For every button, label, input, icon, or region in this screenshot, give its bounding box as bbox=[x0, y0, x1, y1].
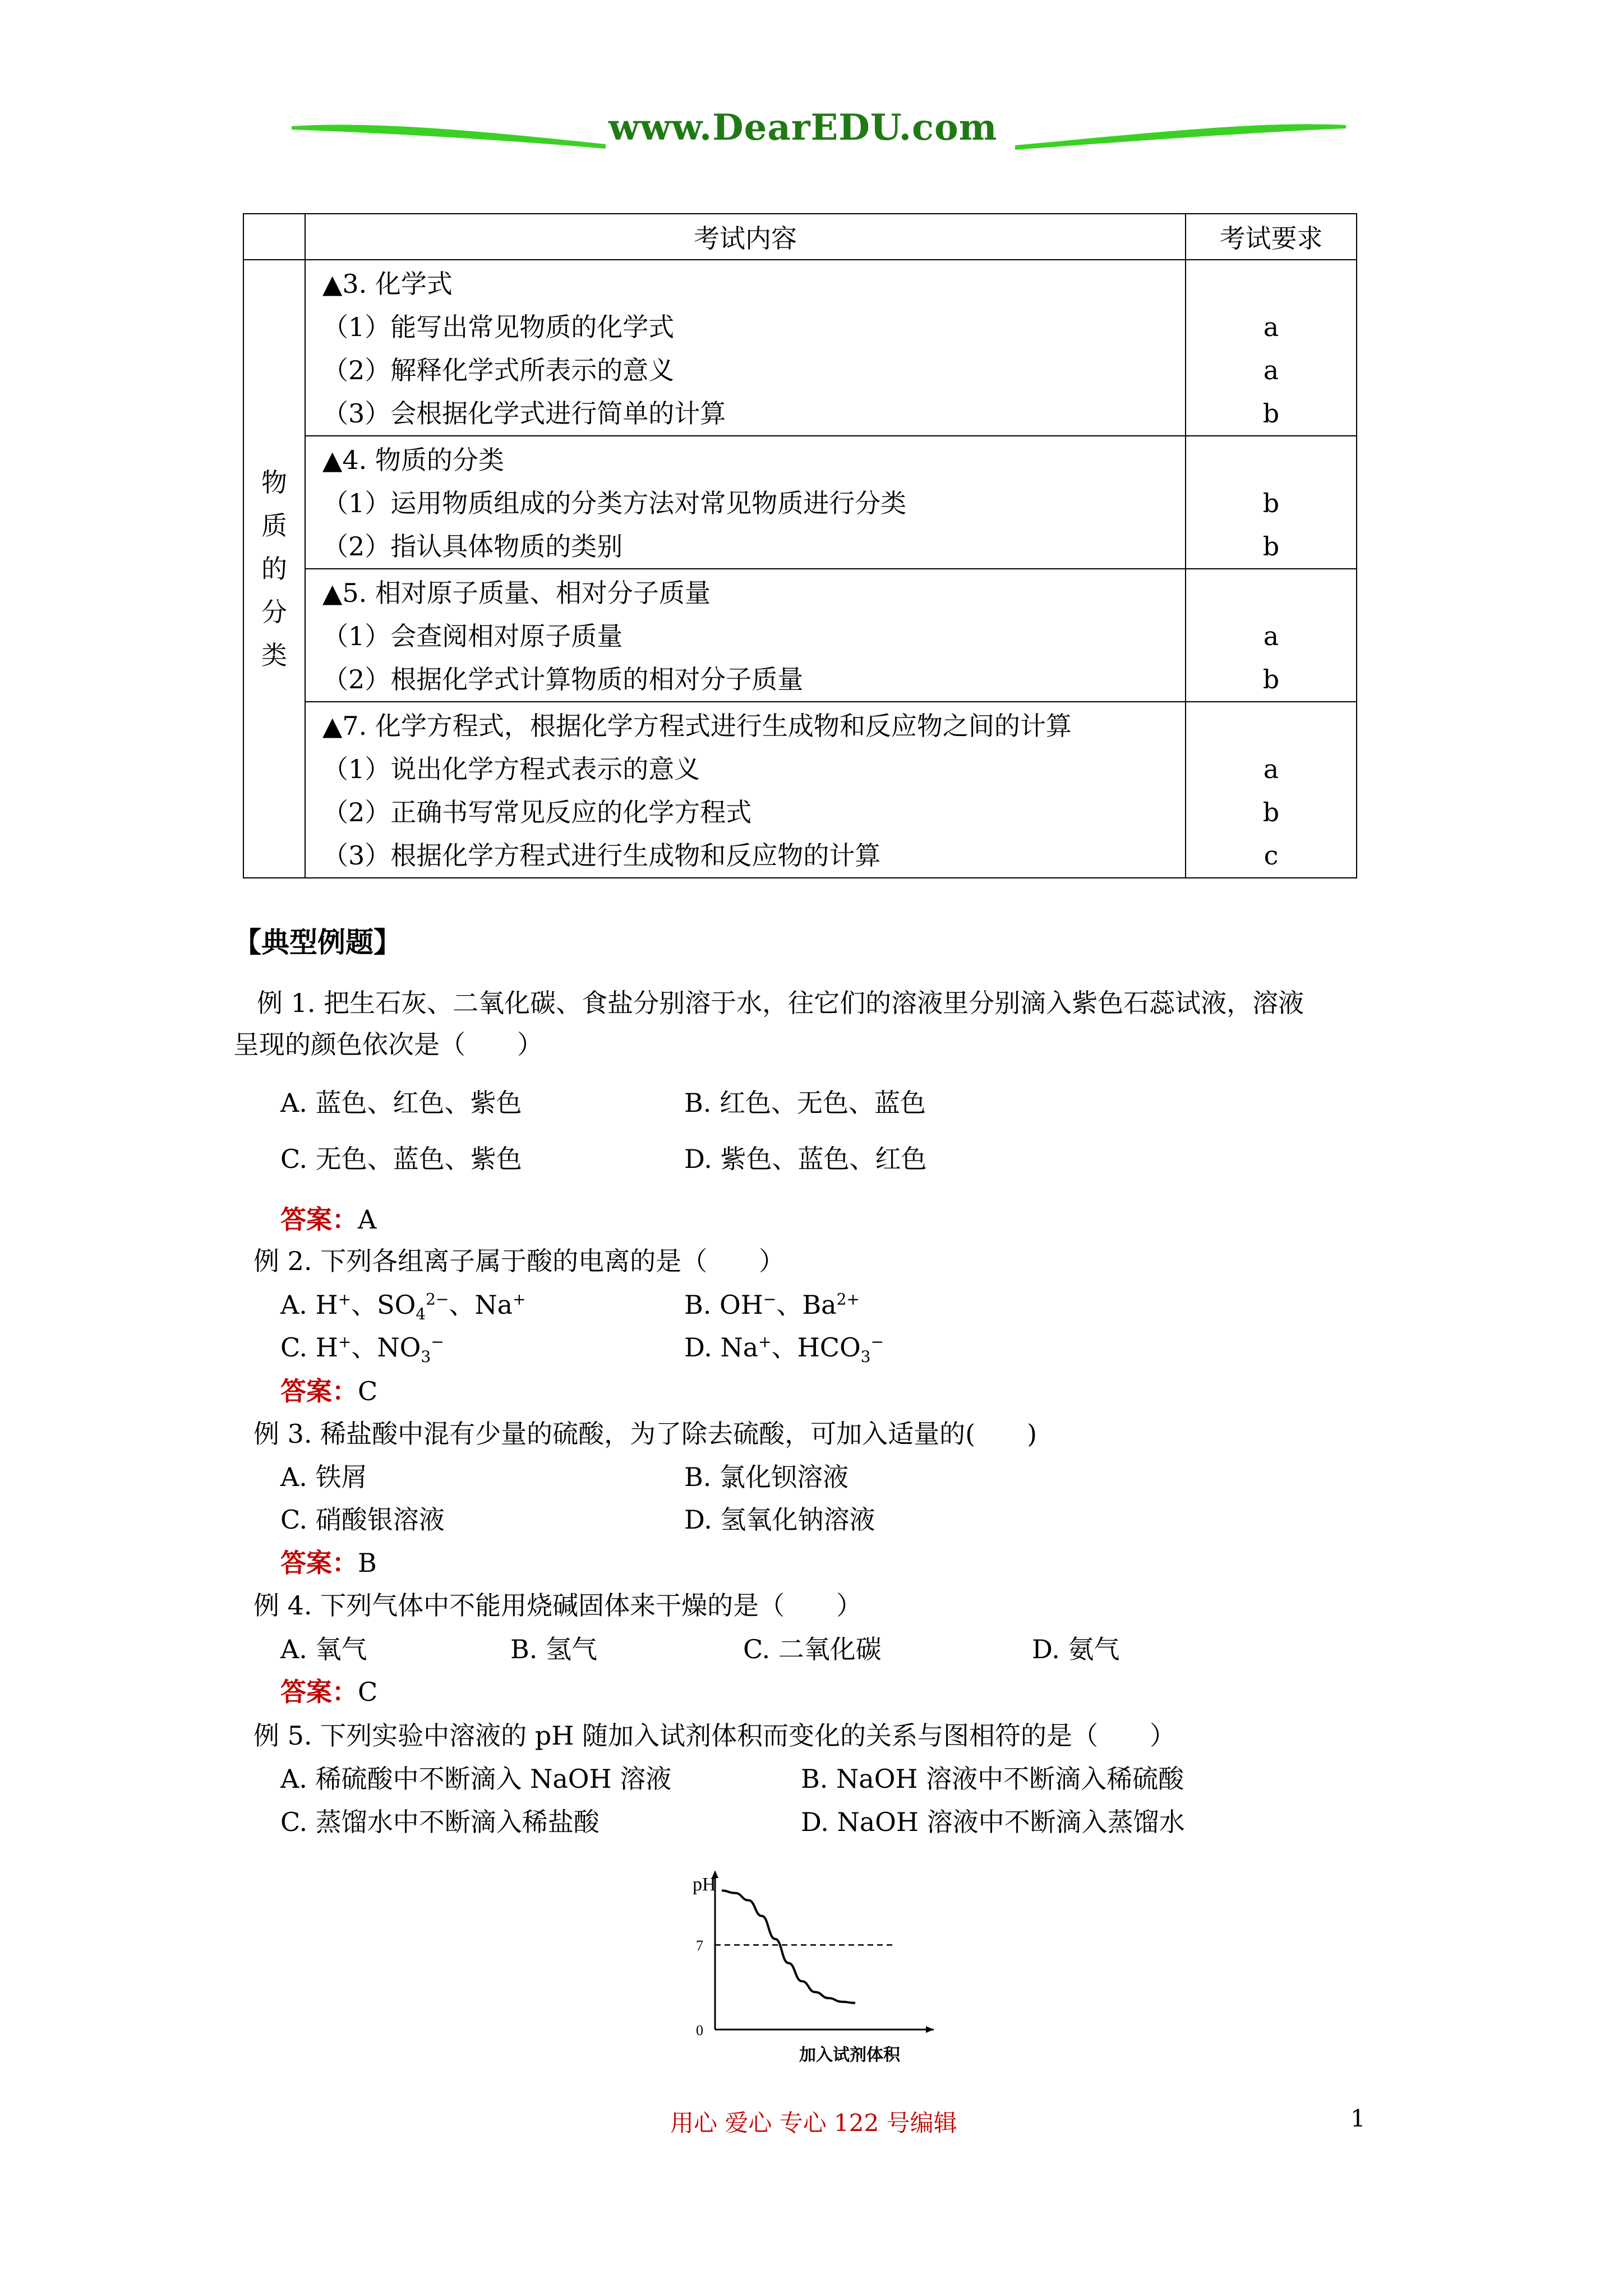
q5-option-b: B. NaOH 溶液中不断滴入稀硫酸 bbox=[801, 1764, 1184, 1794]
tick-label-0: 0 bbox=[696, 2022, 703, 2039]
q3-stem: 例 3. 稀盐酸中混有少量的硫酸，为了除去硫酸，可加入适量的( ) bbox=[253, 1419, 1038, 1449]
content-cell: ▲4. 物质的分类 （1）运用物质组成的分类方法对常见物质进行分类 （2）指认具体物质的类别 bbox=[305, 436, 1186, 569]
syllabus-table bbox=[243, 213, 1357, 878]
q1-stem-line2: 呈现的颜色依次是（ ） bbox=[233, 1029, 543, 1060]
col-req-header: 考试要求 bbox=[1186, 214, 1357, 260]
page-number: 1 bbox=[1350, 2105, 1366, 2132]
q3-option-a: A. 铁屑 bbox=[280, 1462, 367, 1492]
table-header-row bbox=[243, 214, 1357, 260]
q2-option-c: C. H+、$NO_3^-$ bbox=[280, 1332, 444, 1366]
q1-answer: 答案：A bbox=[280, 1204, 377, 1235]
q3-option-d: D. 氢氧化钠溶液 bbox=[684, 1504, 875, 1535]
q4-stem: 例 4. 下列气体中不能用烧碱固体来干燥的是（ ） bbox=[253, 1590, 863, 1621]
q2-stem: 例 2. 下列各组离子属于酸的电离的是（ ） bbox=[253, 1246, 785, 1276]
level-cell: a a b bbox=[1186, 260, 1357, 436]
banner-left-swoosh bbox=[292, 125, 606, 149]
level-cell: b b bbox=[1186, 436, 1357, 569]
q5-stem: 例 5. 下列实验中溶液的 pH 随加入试剂体积而变化的关系与图相符的是（ ） bbox=[253, 1720, 1175, 1751]
q2-answer: 答案：C bbox=[280, 1376, 378, 1406]
content-cell: ▲5. 相对原子质量、相对分子质量 （1）会查阅相对原子质量 （2）根据化学式计算物质的相对分子质量 bbox=[305, 569, 1186, 702]
site-title: www.DearEDU.com bbox=[608, 107, 998, 149]
q3-option-c: C. 硝酸银溶液 bbox=[280, 1504, 445, 1535]
q3-answer: 答案：B bbox=[280, 1548, 377, 1578]
q1-option-a: A. 蓝色、红色、紫色 bbox=[280, 1088, 522, 1118]
q2-option-b: B. OH−、$Ba^{2+}$ bbox=[684, 1290, 860, 1320]
q5-option-a: A. 稀硫酸中不断滴入 NaOH 溶液 bbox=[280, 1764, 672, 1794]
col-content-header: 考试内容 bbox=[305, 214, 1186, 260]
q3-option-b: B. 氯化钡溶液 bbox=[684, 1462, 849, 1492]
q2-option-d: D. Na+、$HCO_3^-$ bbox=[684, 1332, 884, 1366]
content-cell: ▲3. 化学式 （1）能写出常见物质的化学式 （2）解释化学式所表示的意义 （3）会根据化学式进行简单的计算 bbox=[305, 260, 1186, 436]
table-row bbox=[243, 569, 1357, 702]
q1-stem-line1: 例 1. 把生石灰、二氧化碳、食盐分别溶于水，往它们的溶液里分别滴入紫色石蕊试液，溶液 bbox=[257, 988, 1304, 1018]
y-axis-label: pH bbox=[693, 1874, 716, 1895]
section-heading: 【典型例题】 bbox=[233, 926, 402, 959]
ph-chart bbox=[670, 1861, 951, 2080]
ph-curve bbox=[722, 1890, 855, 2003]
x-axis-arrow bbox=[926, 2026, 934, 2033]
q4-option-a: A. 氧气 bbox=[280, 1634, 367, 1664]
q5-option-c: C. 蒸馏水中不断滴入稀盐酸 bbox=[280, 1807, 600, 1837]
banner-right-swoosh bbox=[1015, 124, 1346, 150]
table-row bbox=[243, 702, 1357, 878]
q1-option-d: D. 紫色、蓝色、红色 bbox=[684, 1144, 927, 1174]
table-row bbox=[243, 260, 1357, 436]
table-row bbox=[243, 436, 1357, 569]
x-axis-label: 加入试剂体积 bbox=[799, 2045, 900, 2065]
q4-option-c: C. 二氧化碳 bbox=[743, 1634, 882, 1664]
q2-option-a: A. H+、$SO_4^{2-}$、Na+ bbox=[280, 1290, 526, 1324]
footer-text: 用心 爱心 专心 122 号编辑 bbox=[670, 2109, 957, 2137]
q1-option-c: C. 无色、蓝色、紫色 bbox=[280, 1144, 522, 1174]
level-cell: a b c bbox=[1186, 702, 1357, 878]
q4-option-d: D. 氨气 bbox=[1032, 1634, 1120, 1664]
content-cell: ▲7. 化学方程式，根据化学方程式进行生成物和反应物之间的计算 （1）说出化学方程式表示的意义 （2）正确书写常见反应的化学方程式 （3）根据化学方程式进行生成物和反应物的计算 bbox=[305, 702, 1186, 878]
level-cell: a b bbox=[1186, 569, 1357, 702]
corner-cell bbox=[243, 214, 305, 260]
q1-option-b: B. 红色、无色、蓝色 bbox=[684, 1088, 926, 1118]
tick-label-7: 7 bbox=[696, 1938, 703, 1954]
category-cell: 物 质 的 分 类 bbox=[243, 260, 305, 878]
q4-option-b: B. 氢气 bbox=[510, 1634, 598, 1664]
q4-answer: 答案：C bbox=[280, 1677, 378, 1707]
q5-option-d: D. NaOH 溶液中不断滴入蒸馏水 bbox=[801, 1807, 1185, 1837]
